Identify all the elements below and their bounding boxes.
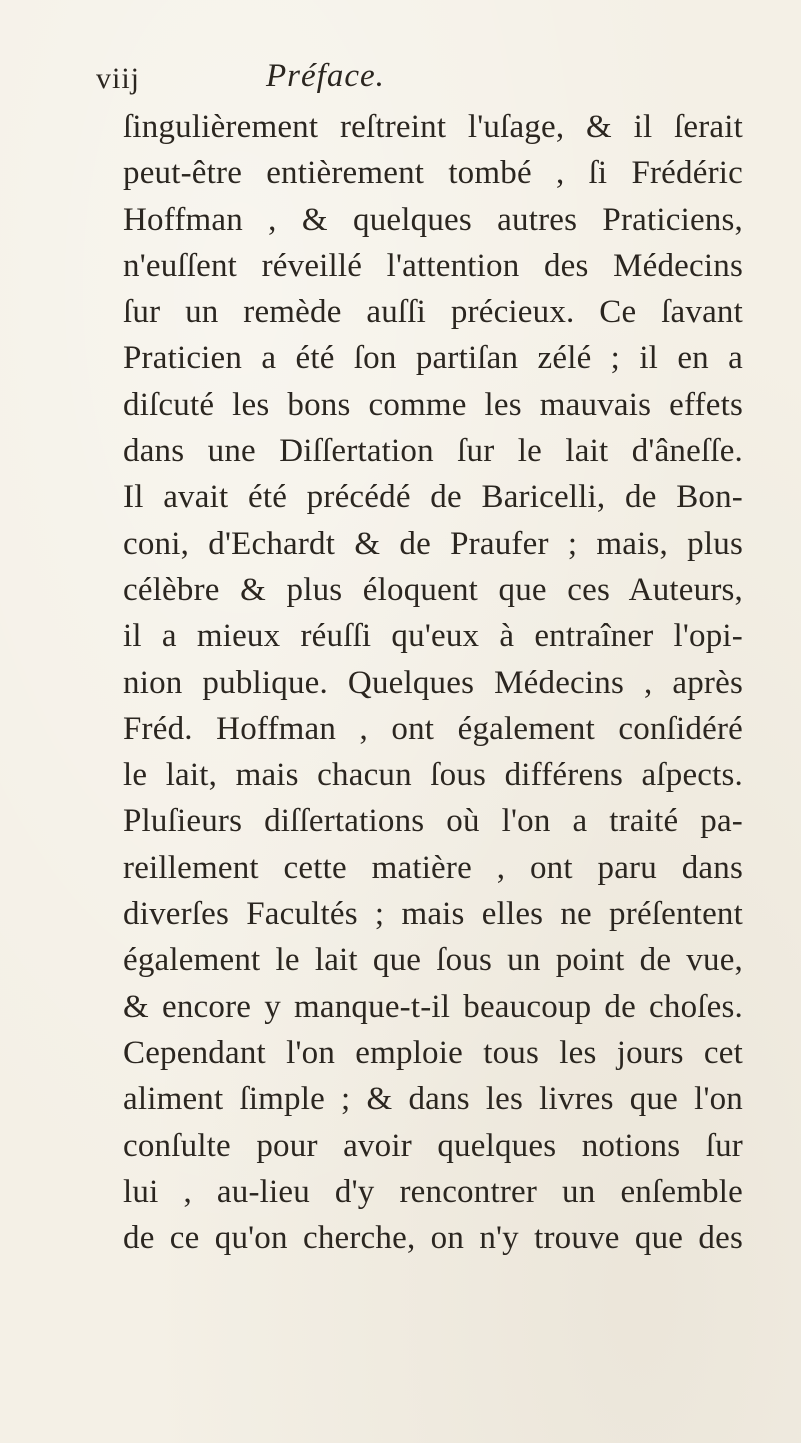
text-line: Pluſieurs diſſertations où l'on a traité pa- xyxy=(123,803,743,840)
text-line: aliment ſimple ; & dans les livres que l'on xyxy=(123,1081,743,1118)
text-line: & encore y manque-t-il beaucoup de choſes. xyxy=(123,988,743,1025)
text-line: reillement cette matière , ont paru dans xyxy=(123,849,743,886)
text-line: célèbre & plus éloquent que ces Auteurs, xyxy=(123,571,743,608)
text-line: dans une Diſſertation ſur le lait d'âneſſe. xyxy=(123,433,743,470)
text-line: Il avait été précédé de Baricelli, de Bon- xyxy=(123,479,743,516)
text-line: lui , au-lieu d'y rencontrer un enſemble xyxy=(123,1173,743,1210)
text-line: le lait, mais chacun ſous différens aſpects. xyxy=(123,757,743,794)
text-line: Praticien a été ſon partiſan zélé ; il en a xyxy=(123,340,743,377)
text-line: ſur un remède auſſi précieux. Ce ſavant xyxy=(123,294,743,331)
text-line: ſingulièrement reſtreint l'uſage, & il ſerait xyxy=(123,109,743,145)
text-line: conſulte pour avoir quelques notions ſur xyxy=(123,1127,743,1164)
body-text xyxy=(123,104,743,1261)
text-line: n'euſſent réveillé l'attention des Médecins xyxy=(123,247,743,284)
text-line: il a mieux réuſſi qu'eux à entraîner l'opi- xyxy=(123,618,743,655)
text-line: Hoffman , & quelques autres Praticiens, xyxy=(123,201,743,238)
text-line: Cependant l'on emploie tous les jours cet xyxy=(123,1034,743,1071)
running-head xyxy=(96,54,716,104)
text-line: coni, d'Echardt & de Praufer ; mais, plus xyxy=(123,525,743,562)
text-line: Fréd. Hoffman , ont également conſidéré xyxy=(123,710,743,747)
running-title: Préface. xyxy=(266,58,385,94)
page-number: viij xyxy=(96,62,141,95)
text-line: peut-être entièrement tombé , ſi Frédéric xyxy=(123,155,743,192)
text-line: nion publique. Quelques Médecins , après xyxy=(123,664,743,701)
text-line: diſcuté les bons comme les mauvais effets xyxy=(123,386,743,423)
text-line: de ce qu'on cherche, on n'y trouve que des xyxy=(123,1220,743,1257)
text-line: diverſes Facultés ; mais elles ne préſentent xyxy=(123,896,743,933)
text-line: également le lait que ſous un point de vue, xyxy=(123,942,743,979)
